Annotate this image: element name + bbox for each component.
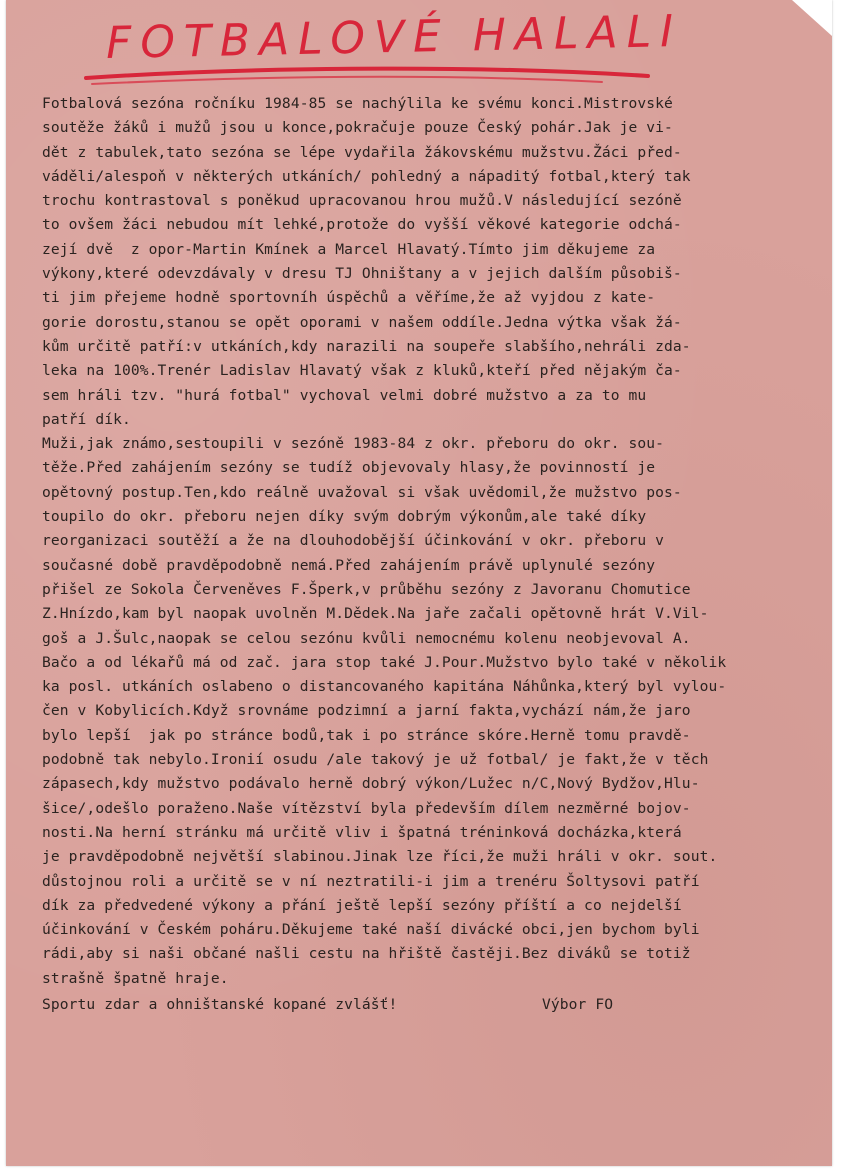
article-body — [42, 92, 832, 1017]
page-title: FOTBALOVÉ HALALI — [105, 5, 683, 70]
text-line: podobně tak nebylo.Ironií osudu /ale takový je už fotbal/ je fakt,že v těch — [42, 751, 709, 769]
signature: Výbor FO — [542, 995, 614, 1013]
text-line: Bačo a od lékařů má od zač. jara stop také J.Pour.Mužstvo bylo také v několik — [42, 653, 727, 671]
torn-corner — [792, 0, 832, 36]
text-line: dík za předvedené výkony a přání ještě lepší sezóny příští a co nejdelší — [42, 896, 682, 914]
text-line: Z.Hnízdo,kam byl naopak uvolněn M.Dědek.Na jaře začali opětovně hrát V.Vil- — [42, 605, 709, 623]
text-line: čen v Kobylicích.Když srovnáme podzimní a jarní fakta,vychází nám,že jaro — [42, 702, 691, 720]
text-line: trochu kontrastoval s poněkud upracovanou hrou mužů.V následující sezóně — [42, 192, 682, 210]
text-line: Muži,jak známo,sestoupili v sezóně 1983-84 z okr. přeboru do okr. sou- — [42, 435, 665, 453]
text-line: důstojnou roli a určitě se v ní neztratili-i jim a trenéru Šoltysovi patří — [42, 872, 700, 890]
text-line: ka posl. utkáních oslabeno o distancovaného kapitána Náhůnka,který byl vylou- — [42, 678, 727, 696]
text-line: šice/,odešlo poraženo.Naše vítězství byla především dílem nezměrné bojov- — [42, 799, 691, 817]
text-line: leka na 100%.Trenér Ladislav Hlavatý však z kluků,kteří před nějakým ča- — [42, 362, 682, 380]
typewritten-page — [6, 0, 832, 1166]
text-line: bylo lepší jak po stránce bodů,tak i po stránce skóre.Herně tomu pravdě- — [42, 726, 691, 744]
text-line: reorganizaci soutěží a že na dlouhodobější účinkování v okr. přeboru v — [42, 532, 665, 550]
title-underline — [82, 62, 652, 90]
text-line: kům určitě patří:v utkáních,kdy narazili na soupeře slabšího,nehráli zda- — [42, 337, 691, 355]
text-line: patří dík. — [42, 410, 131, 428]
text-line: účinkování v Českém poháru.Děkujeme také naší divácké obci,jen bychom byli — [42, 921, 700, 939]
closing-line: Sportu zdar a ohništanské kopané zvlášť! — [42, 995, 398, 1013]
text-line: goš a J.Šulc,naopak se celou sezónu kvůli nemocnému kolenu neobjevoval A. — [42, 629, 691, 647]
text-line: strašně špatně hraje. — [42, 969, 229, 987]
text-line: výkony,které odevzdávaly v dresu TJ Ohništany a v jejich dalším působiš- — [42, 265, 682, 283]
text-line: to ovšem žáci nebudou mít lehké,protože do vyšší věkové kategorie odchá- — [42, 216, 682, 234]
text-line: Fotbalová sezóna ročníku 1984-85 se nachýlila ke svému konci.Mistrovské — [42, 95, 673, 112]
text-line: rádi,aby si naši občané našli cestu na hřiště častěji.Bez diváků se totiž — [42, 945, 691, 963]
text-line: současné době pravděpodobně nemá.Před zahájením právě uplynulé sezóny — [42, 556, 656, 574]
text-line: je pravděpodobně největší slabinou.Jinak lze říci,že muži hráli v okr. sout. — [42, 848, 718, 866]
text-line: toupilo do okr. přeboru nejen díky svým dobrým výkonům,ale také díky — [42, 508, 647, 526]
text-line: dět z tabulek,tato sezóna se lépe vydařila žákovskému mužstvu.Žáci před- — [42, 143, 682, 161]
text-line: soutěže žáků i mužů jsou u konce,pokračuje pouze Český pohár.Jak je vi- — [42, 119, 673, 137]
text-line: gorie dorostu,stanou se opět oporami v našem oddíle.Jedna výtka však žá- — [42, 313, 682, 331]
text-line: přišel ze Sokola Červeněves F.Šperk,v průběhu sezóny z Javoranu Chomutice — [42, 580, 691, 598]
text-line: zápasech,kdy mužstvo podávalo herně dobrý výkon/Lužec n/C,Nový Bydžov,Hlu- — [42, 775, 700, 793]
text-line: nosti.Na herní stránku má určitě vliv i špatná tréninková docházka,která — [42, 823, 682, 841]
text-line: těže.Před zahájením sezóny se tudíž objevovaly hlasy,že povinností je — [42, 459, 656, 477]
text-line: sem hráli tzv. "hurá fotbal" vychoval velmi dobré mužstvo a za to mu — [42, 386, 647, 404]
signoff-row — [42, 993, 832, 1017]
text-line: zejí dvě z opor-Martin Kmínek a Marcel Hlavatý.Tímto jim děkujeme za — [42, 240, 656, 258]
text-line: ti jim přejeme hodně sportovníh úspěchů a věříme,že až vyjdou z kate- — [42, 289, 656, 307]
text-line: váděli/alespoň v některých utkáních/ pohledný a nápaditý fotbal,který tak — [42, 167, 691, 185]
text-line: opětovný postup.Ten,kdo reálně uvažoval si však uvědomil,že mužstvo pos- — [42, 483, 682, 501]
